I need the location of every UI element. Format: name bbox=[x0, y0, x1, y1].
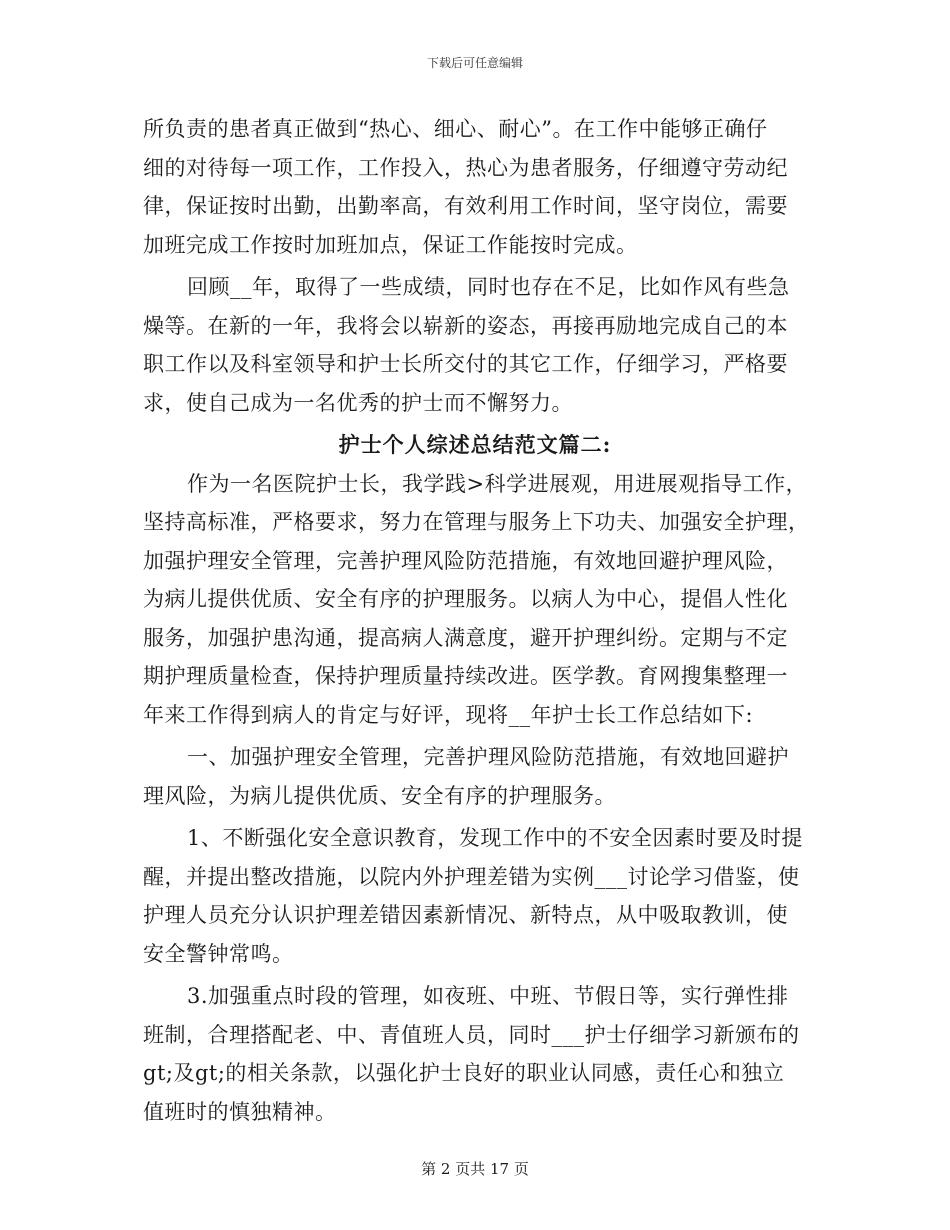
text-line: 细的对待每一项工作，工作投入，热心为患者服务，仔细遵守劳动纪 bbox=[143, 155, 788, 180]
page-footer-number: 第 2 页共 17 页 bbox=[421, 1160, 529, 1178]
text-line: 理风险，为病儿提供优质、安全有序的护理服务。 bbox=[143, 783, 616, 808]
text-line: 醒，并提出整改措施，以院内外护理差错为实例___讨论学习借鉴，使 bbox=[143, 864, 800, 889]
text-line: 求，使自己成为一名优秀的护士而不懈努力。 bbox=[143, 390, 573, 415]
text-line: 服务，加强护患沟通，提高病人满意度，避开护理纠纷。定期与不定 bbox=[143, 625, 788, 650]
section-heading: 护士个人综述总结范文篇二: bbox=[338, 432, 612, 457]
document-body bbox=[143, 110, 810, 1131]
text-line: 一、加强护理安全管理，完善护理风险防范措施，有效地回避护 bbox=[187, 745, 789, 769]
text-line: 年来工作得到病人的肯定与好评，现将__年护士长工作总结如下: bbox=[143, 702, 754, 727]
text-line: 回顾__年，取得了一些成绩，同时也存在不足，比如作风有些急 bbox=[187, 275, 790, 299]
text-line: 为病儿提供优质、安全有序的护理服务。以病人为中心，提倡人性化 bbox=[143, 587, 788, 611]
text-line: 所负责的患者真正做到“热心、细心、耐心”。在工作中能够正确仔 bbox=[143, 117, 768, 141]
text-line: 1、不断强化安全意识教育，发现工作中的不安全因素时要及时提 bbox=[187, 826, 803, 850]
text-line: 作为一名医院护士长，我学践>科学进展观，用进展观指导工作， bbox=[187, 471, 808, 496]
text-line: 坚持高标准，严格要求，努力在管理与服务上下功夫、加强安全护理， bbox=[143, 510, 810, 534]
text-line: 安全警钟常鸣。 bbox=[143, 941, 294, 966]
text-line: 3.加强重点时段的管理，如夜班、中班、节假日等，实行弹性排 bbox=[187, 984, 789, 1008]
text-line: 期护理质量检查，保持护理质量持续改进。医学教。育网搜集整理一 bbox=[143, 664, 788, 688]
text-line: 护理人员充分认识护理差错因素新情况、新特点，从中吸取教训，使 bbox=[143, 903, 788, 927]
text-line: 班制，合理搭配老、中、青值班人员，同时___护士仔细学习新颁布的 bbox=[143, 1022, 800, 1047]
text-line: 职工作以及科室领导和护士长所交付的其它工作，仔细学习，严格要 bbox=[143, 352, 788, 376]
text-line: 律，保证按时出勤，出勤率高，有效利用工作时间，坚守岗位，需要 bbox=[143, 194, 788, 218]
text-line: 值班时的慎独精神。 bbox=[143, 1099, 337, 1124]
text-line: 加强护理安全管理，完善护理风险防范措施，有效地回避护理风险， bbox=[143, 548, 788, 573]
text-line: 燥等。在新的一年，我将会以崭新的姿态，再接再励地完成自己的本 bbox=[143, 313, 788, 338]
page-header-note: 下载后可任意编辑 bbox=[426, 56, 523, 70]
text-line: gt;及gt;的相关条款，以强化护士良好的职业认同感，责任心和独立 bbox=[143, 1061, 785, 1085]
text-line: 加班完成工作按时加班加点，保证工作能按时完成。 bbox=[143, 232, 638, 257]
